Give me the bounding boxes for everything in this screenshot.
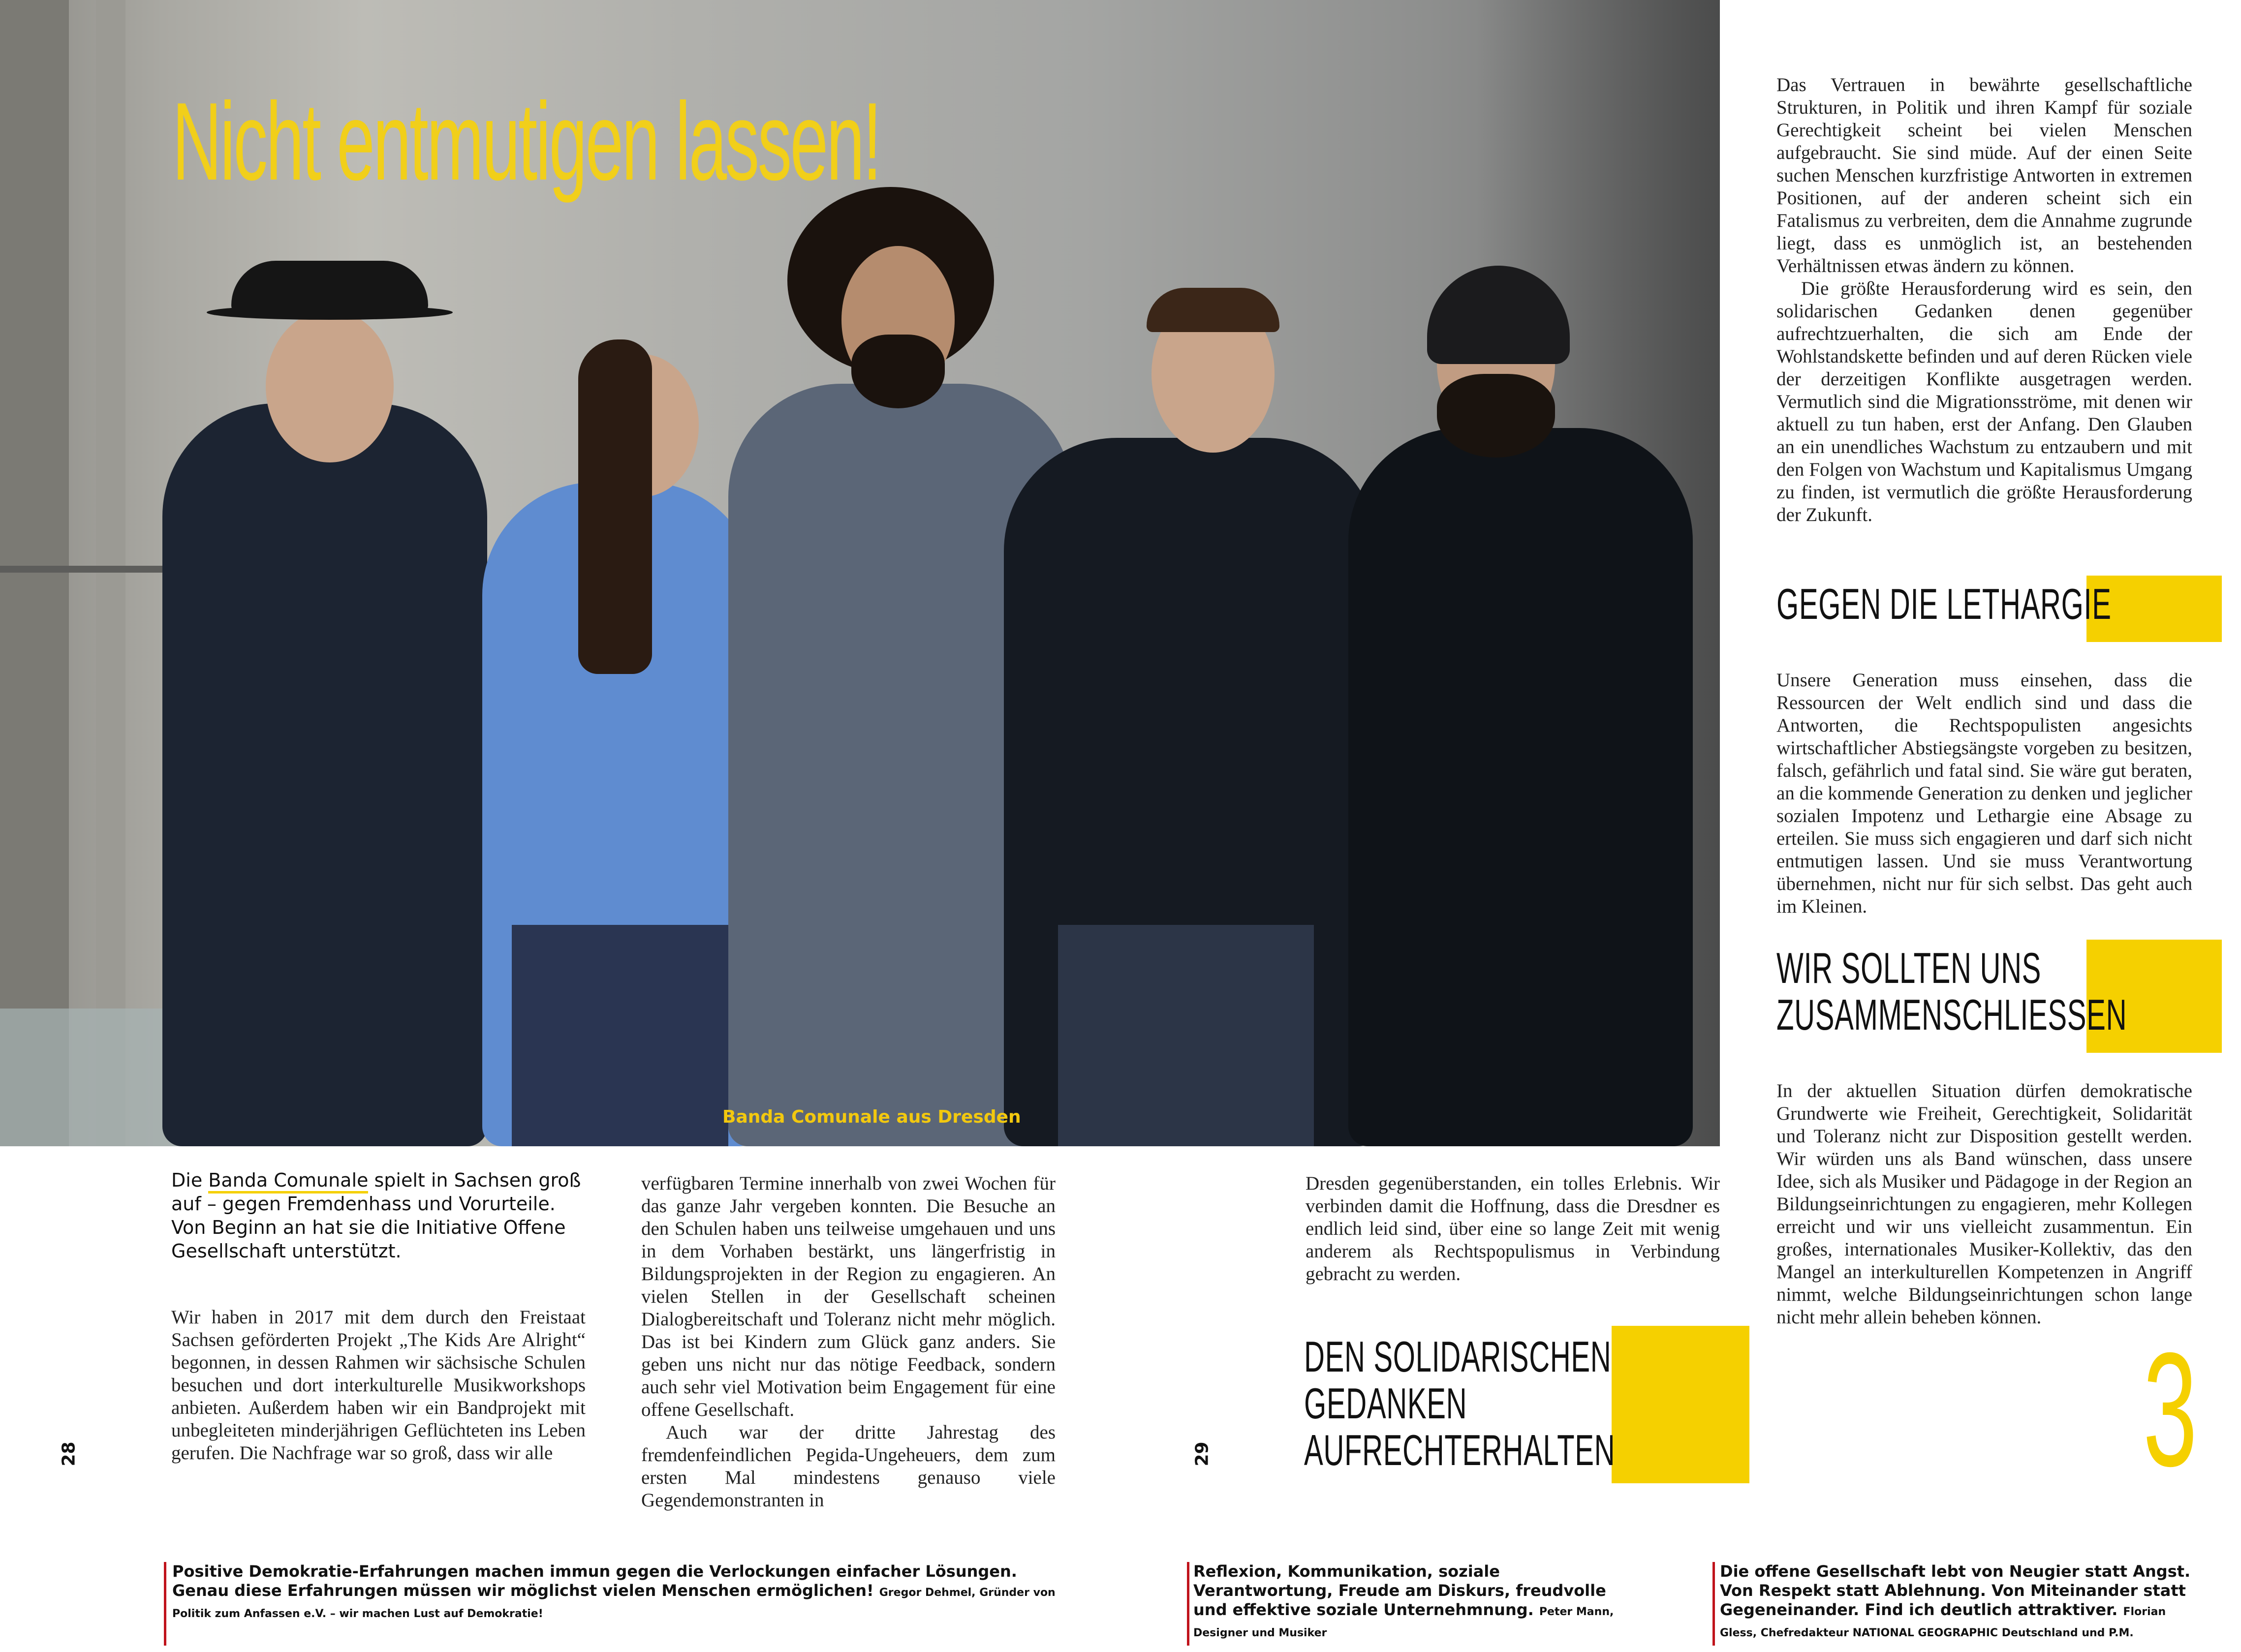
person-1-head — [266, 310, 394, 462]
left-column-2-paragraph: Auch war der dritte Jahrestag des fremdenfeindlichen Pegida-Ungeheuers, dem zum ersten Mal mindestens genauso viele Gegendemonstranten in — [641, 1422, 1056, 1511]
jeans — [1058, 925, 1314, 1146]
lead-text: Die Banda Comunale spielt in Sachsen groß auf – gegen Fremdenhass und Vorurteile. Von Beginn an hat sie die Initiative Offene Gesellschaft unterstützt. — [171, 1169, 581, 1262]
jeans — [512, 925, 728, 1146]
quote-right-2 — [1720, 1562, 2200, 1643]
quote-credit: Florian Gless, Chefredakteur NATIONAL GEOGRAPHIC Deutschland und P.M. — [1720, 1606, 2166, 1639]
page-number-left: 28 — [59, 1441, 79, 1467]
right-column-1-top: Dresden gegenüberstanden, ein tolles Erlebnis. Wir verbinden damit die Hoffnung, dass die Dresdner es endlich leid sind, über eine so lange Zeit mit wenig anderem als Rechtspopulismus in Verbindung gebracht zu werden. — [1306, 1173, 1720, 1285]
right-column-2-mid: Unsere Generation muss einsehen, dass die Ressourcen der Welt endlich sind und dass die Antworten, die Rechtspopulisten angesichts wirtschaftlicher Abstiegsängste vorgeben zu besitzen, falsch, gefährlich und fatal sind. Sie wäre gut beraten, an die kommende Generation zu denken und jeglicher sozialen Impotenz und Lethargie eine Absage zu erteilen. Sie muss sich engagieren und darf sich nicht entmutigen lassen. Und sie muss Verantwortung übernehmen, nicht nur für sich selbst. Das geht auch im Kleinen. — [1776, 670, 2192, 917]
photo-caption: Banda Comunale aus Dresden — [722, 1107, 1021, 1127]
beard — [851, 335, 945, 408]
left-column-2-paragraph: verfügbaren Termine innerhalb von zwei Wochen für das ganze Jahr vergeben konnten. Die Besuche an den Schulen haben uns teilweise umgehauen und uns in dem Vorhaben bestärkt, uns längerfristig in Bildungsprojekten in der Region zu engagieren. An vielen Stellen in der Gesellschaft scheinen Dialogbereitschaft und Toleranz nicht mehr möglich. Das ist bei Kindern zum Glück ganz anders. Sie geben uns nicht nur das nötige Feedback, sondern auch sehr viel Motivation beim Engagement für eine offene Gesellschaft. — [641, 1173, 1056, 1420]
quote-bar — [164, 1562, 166, 1646]
page-number-right: 29 — [1192, 1441, 1213, 1467]
wall-pillar — [96, 0, 125, 1146]
quote-text: Positive Demokratie-Erfahrungen machen immun gegen die Verlockungen einfacher Lösungen. Genau diese Erfahrungen müssen wir möglichst vielen Menschen ermöglichen! — [172, 1562, 1017, 1600]
long-hair — [578, 339, 652, 674]
subheading-solidarity: DEN SOLIDARISCHEN GEDANKEN AUFRECHTERHALTEN — [1304, 1332, 1616, 1474]
band-name: Banda Comunale — [208, 1169, 368, 1193]
left-column-2 — [641, 1172, 1056, 1512]
right-column-2-top — [1776, 74, 2192, 526]
left-column-1: Wir haben in 2017 mit dem durch den Freistaat Sachsen geförderten Projekt „The Kids Are Alright“ begonnen, in dessen Rahmen wir sächsische Schulen besuchen und dort interkulturelle Musikworkshops anbieten. Außerdem haben wir ein Bandprojekt mit unbegleiteten minderjährigen Geflüchteten ins Leben gerufen. Die Nachfrage war so groß, dass wir alle — [171, 1307, 586, 1464]
yellow-box — [1612, 1326, 1749, 1483]
hat-brim — [207, 305, 453, 320]
paragraph: Die größte Herausforderung wird es sein, den solidarischen Gedanken denen gegenüber aufrechtzuerhalten, die sich am Ende der Wohlstandskette befinden und auf deren Rücken viele der derzeitigen Konflikte ausgetragen werden. Vermutlich sind die Migrationsströme, mit denen wir aktuell zu tun haben, erst der Anfang. Den Glauben an ein unendliches Wachstum zu entzaubern und mit den Folgen von Wachstum und Kapitalismus Umgang zu finden, ist vermutlich die größte Herausforderung der Zukunft. — [1776, 278, 2192, 525]
hair — [1147, 288, 1279, 332]
quote-bar — [1187, 1562, 1189, 1646]
beard — [1437, 374, 1555, 458]
quote-credit: Peter Mann, Designer und Musiker — [1193, 1606, 1614, 1639]
quote-left — [172, 1562, 1063, 1623]
quote-bar — [1712, 1562, 1715, 1646]
person-5 — [1348, 428, 1693, 1146]
paragraph: Das Vertrauen in bewährte gesellschaftliche Strukturen, in Politik und ihren Kampf für soziale Gerechtigkeit scheint bei vielen Menschen aufgebraucht. Sie sind müde. Auf der einen Seite suchen Menschen kurzfristige Antworten in extremen Positionen, auf der anderen scheint sich ein Fatalismus zu verbreiten, dem die Annahme zugrunde liegt, dass es unmöglich ist, an bestehenden Verhältnissen etwas ändern zu können. — [1776, 74, 2192, 276]
quote-text: Reflexion, Kommunikation, soziale Verantwortung, Freude am Diskurs, freudvolle und effektive soziale Unternehmnung. — [1193, 1562, 1606, 1619]
right-column-2-bottom: In der aktuellen Situation dürfen demokratische Grundwerte wie Freiheit, Gerechtigkeit, Solidarität und Toleranz nicht zur Disposition gestellt werden. Wir würden uns als Band wünschen, dass unsere Idee, sich als Musiker und Pädagoge in der Region an Bildungseinrichtungen zu engagieren, mehr Kollegen erreicht und wir uns vielleicht zusammentun. Ein großes, internationales Musiker-Kollektiv, das den Mangel an interkulturellen Kompetenzen in Angriff nimmt, welche Bildungseinrichtungen schon lange nicht mehr allein beheben können. — [1776, 1080, 2192, 1328]
quote-right-1 — [1193, 1562, 1617, 1643]
person-1 — [162, 403, 487, 1146]
quote-text: Die offene Gesellschaft lebt von Neugier statt Angst. Von Respekt statt Ablehnung. Von Miteinander statt Gegeneinander. Find ich deutlich attraktiver. — [1720, 1562, 2191, 1619]
subheading-lethargy: GEGEN DIE LETHARGIE — [1776, 580, 2112, 628]
quote-credit: Gregor Dehmel, Gründer von Politik zum Anfassen e.V. – wir machen Lust auf Demokratie! — [172, 1587, 1056, 1620]
subheading-together: WIR SOLLTEN UNS ZUSAMMENSCHLIESSEN — [1776, 944, 2127, 1039]
wall-pillar — [0, 0, 69, 1146]
big-number: 3 — [2143, 1318, 2198, 1500]
headline: Nicht entmutigen lassen! — [172, 79, 880, 203]
